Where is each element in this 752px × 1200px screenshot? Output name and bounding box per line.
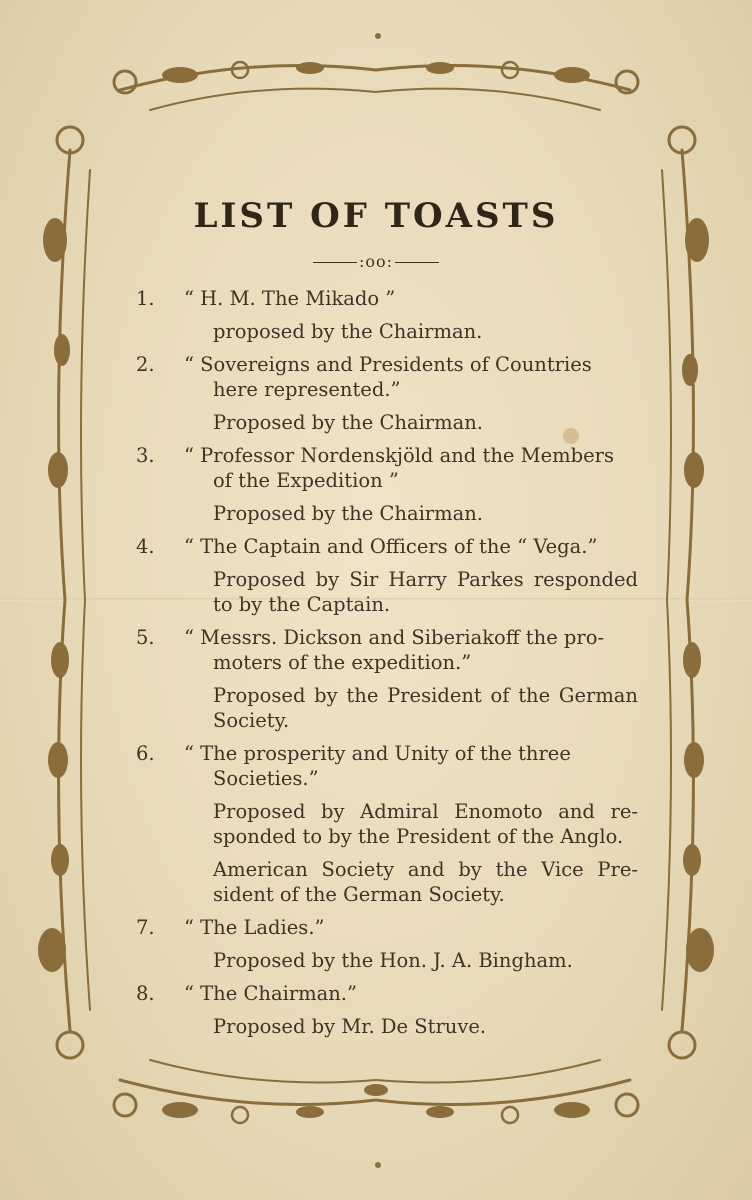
toast-name-text: “ H. M. The Mikado ” [184,287,396,310]
toast-proposer: Proposed by the Chairman. [213,411,484,434]
top-vine-inner [150,89,600,110]
title-divider [0,252,752,271]
divider-ornament: :oo: [358,252,394,271]
toast-item [136,352,638,435]
right-vine-inner [662,170,671,1010]
toast-name [184,915,638,940]
toast-item [136,625,638,733]
toast-item [136,915,638,973]
right-vine [682,150,693,1030]
toast-proposer: Proposed by Admiral Enomoto and re-sponded to by the President of the Anglo. [213,800,638,848]
divider-rule-right [395,262,439,263]
toast-item [136,286,638,344]
toast-proposer: Proposed by Mr. De Struve. [213,1015,487,1038]
toast-number: 1. [136,287,155,310]
toast-item [136,534,638,617]
toast-proposer: Proposed by the Chairman. [213,502,484,525]
toast-name-text: “ The Chairman.” [184,982,357,1005]
toast-name [184,741,638,791]
toast-name [184,534,638,559]
toast-number: 2. [136,353,155,376]
toast-name-text: “ Sovereigns and Presidents of Countries [184,353,592,376]
toast-name-continued: of the Expedition ” [213,469,399,492]
toast-proposer: proposed by the Chairman. [213,320,483,343]
toast-proposer: Proposed by the Hon. J. A. Bingham. [213,949,573,972]
toast-name-text: “ Messrs. Dickson and Siberiakoff the pro- [184,626,605,649]
toast-name-text: “ The Ladies.” [184,916,325,939]
toast-number: 7. [136,916,155,939]
toast-name-text: “ The prosperity and Unity of the three [184,742,571,765]
toast-name-text: “ The Captain and Officers of the “ Vega.” [184,535,598,558]
toast-name [184,286,638,311]
toast-name [184,443,638,493]
toast-name-continued: moters of the expedition.” [213,651,472,674]
toast-number: 5. [136,626,155,649]
left-vine-inner [81,170,90,1010]
toast-item [136,981,638,1039]
page-title: LIST OF TOASTS [193,196,559,236]
toast-item [136,443,638,526]
toast-proposer-continued: American Society and by the Vice Pre-sident of the German Society. [213,858,638,906]
toast-name [184,625,638,675]
toast-name-continued: Societies.” [213,767,319,790]
toast-number: 6. [136,742,155,765]
toast-list [136,286,638,1039]
toast-proposer: Proposed by Sir Harry Parkes responded to by the Captain. [213,568,638,616]
divider-rule-left [313,262,357,263]
left-vine [59,150,70,1030]
toast-item [136,741,638,907]
toast-name [184,981,638,1006]
toast-name [184,352,638,402]
toast-proposer: Proposed by the President of the German Society. [213,684,638,732]
toast-number: 8. [136,982,155,1005]
toast-number: 4. [136,535,155,558]
toast-name-text: “ Professor Nordenskjöld and the Members [184,444,614,467]
toast-name-continued: here represented.” [213,378,401,401]
bottom-vine-inner [150,1060,600,1083]
toast-number: 3. [136,444,155,467]
